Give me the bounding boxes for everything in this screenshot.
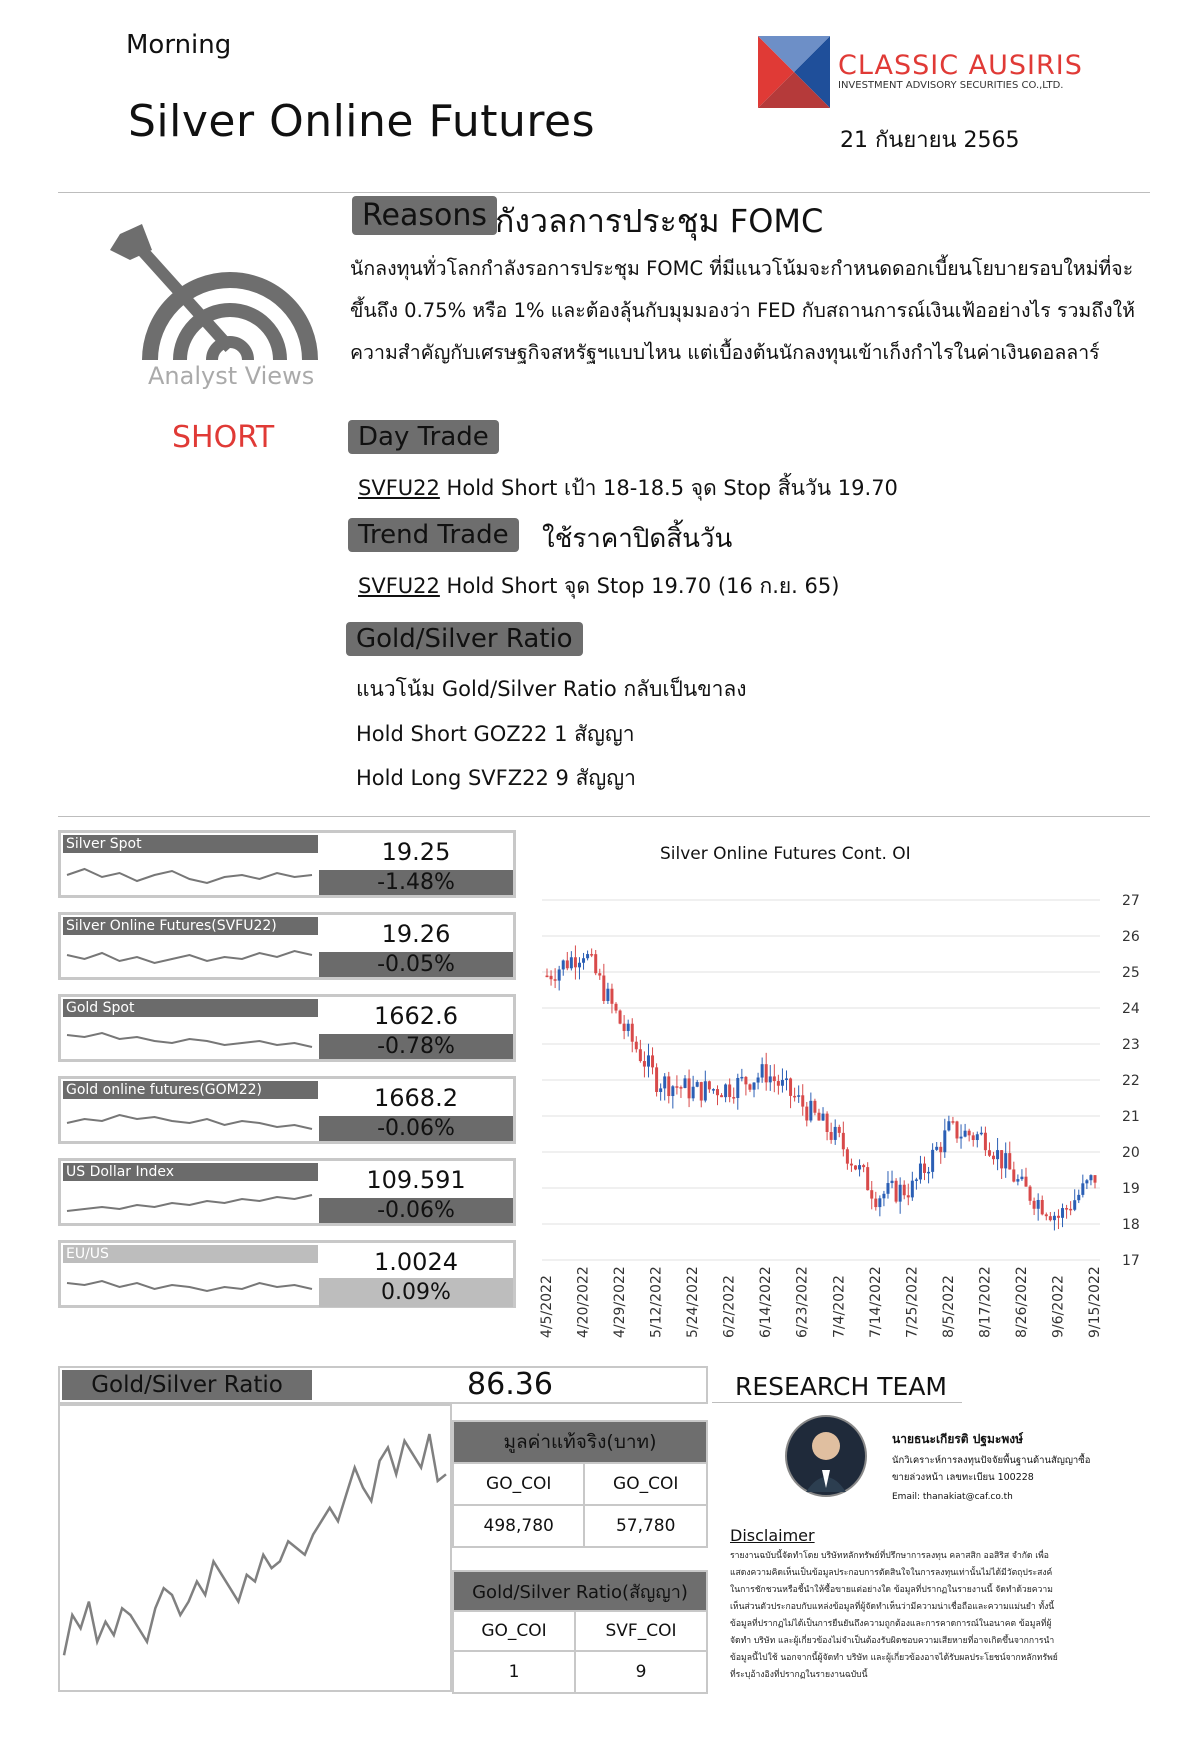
candle-body [574,957,577,967]
candle-body [980,1133,983,1135]
ticker-card [58,1158,516,1226]
candle-body [667,1076,670,1096]
candle-body [728,1084,731,1097]
real-value-table [452,1420,708,1548]
x-tick-label: 5/12/2022 [648,1266,665,1338]
candle-body [923,1164,926,1173]
ticker-price: 1668.2 [374,1084,458,1112]
analyst-view-signal: SHORT [172,420,275,455]
candle-body [643,1061,646,1067]
candle-body [684,1078,687,1088]
candle-body [777,1081,780,1086]
ticker-sparkline [63,1101,318,1139]
candle-body [1065,1208,1068,1210]
x-tick-label: 5/24/2022 [685,1266,702,1338]
ticker-price: 19.26 [381,920,451,948]
candle-body [619,1011,622,1024]
reasons-label: Reasons [352,196,497,235]
candle-body [1049,1216,1052,1220]
candle-body [1037,1200,1040,1209]
candle-body [598,973,601,975]
candle-body [651,1055,654,1067]
chart-title: Silver Online Futures Cont. OI [660,844,911,864]
candle-body [797,1095,800,1097]
candle-body [939,1147,942,1152]
ticker-change: -0.05% [319,952,513,977]
candle-body [1089,1175,1092,1180]
candle-body [700,1082,703,1100]
candle-body [724,1084,727,1097]
candle-body [899,1185,902,1202]
candle-body [688,1078,691,1098]
ratio-chart-frame [59,1405,451,1691]
candle-body [886,1183,889,1194]
candle-body [647,1055,650,1066]
gs-ratio-line-chart [58,1404,452,1692]
candle-body [1008,1153,1011,1169]
y-tick-label: 24 [1122,1001,1140,1017]
ticker-label: Silver Online Futures(SVFU22) [63,917,318,935]
candle-body [984,1133,987,1150]
candle-body [1000,1150,1003,1168]
candle-body [765,1064,768,1082]
trend-trade-text: Hold Short จุด Stop 19.70 (16 ก.ย. 65) [439,574,840,598]
ticker-price: 1.0024 [374,1248,458,1276]
candle-body [1020,1177,1023,1179]
y-tick-label: 25 [1122,965,1140,981]
analyst-target-icon [100,220,320,370]
ratio-series-line [64,1434,446,1655]
candle-body [610,989,613,1004]
candle-body [907,1195,910,1197]
candle-body [850,1164,853,1166]
table-cell: 498,780 [453,1505,584,1547]
candle-body [854,1165,857,1169]
header-divider [58,192,1150,193]
candle-body [773,1076,776,1081]
candle-body [878,1198,881,1207]
research-underline [712,1402,962,1403]
candle-body [781,1080,784,1086]
candle-body [1041,1200,1044,1214]
candle-body [1073,1200,1076,1210]
candle-body [915,1179,918,1181]
candle-body [805,1107,808,1121]
gs-ratio-label: Gold/Silver Ratio [346,622,583,656]
candle-body [582,958,585,963]
x-tick-label: 9/15/2022 [1087,1266,1103,1338]
ticker-card [58,1076,516,1144]
ticker-price: 19.25 [381,838,451,866]
x-tick-label: 4/5/2022 [539,1275,555,1338]
candle-body [679,1087,682,1089]
candle-body [911,1181,914,1198]
candle-body [757,1078,760,1083]
x-tick-label: 8/5/2022 [940,1275,957,1338]
ratio-header-label: Gold/Silver Ratio [62,1370,312,1400]
day-trade-signal [358,472,898,505]
candle-body [1045,1214,1048,1216]
candle-body [858,1165,861,1169]
x-tick-label: 6/14/2022 [758,1266,775,1338]
candle-body [830,1132,833,1140]
ticker-card [58,1240,516,1308]
x-tick-label: 4/29/2022 [612,1266,629,1338]
candle-body [696,1082,699,1087]
candle-body [947,1121,950,1130]
research-team-title: RESEARCH TEAM [735,1372,947,1401]
x-tick-label: 4/20/2022 [575,1266,592,1338]
disclaimer-text: รายงานฉบับนี้จัดทำโดย บริษัทหลักทรัพย์ที่ปรึกษาการลงทุน คลาสสิก ออสิริส จำกัด เพื่อแสดงความคิดเห็นเป็นข้อมูลประกอบการตัดสินใจในการลงทุนเท่านั้นไม่ได้มีวัตถุประสงค์ในการชักชวนหรือชี้นำให้ซื้อขายแต่อย่างใด ข้อมูลที่ปรากฏในรายงานนี้ จัดทำด้วยความเห็นส่วนตัวประกอบกับแหล่งข้อมูลที่ผู้จัดทำเห็นว่ามีความน่าเชื่อถือและความแม่นยำ ทั้งนี้ข้อมูลที่ปรากฏไม่ได้เป็นการยืนยันถึงความถูกต้องและการคาดการณ์ในอนาคต ข้อมูลที่ผู้จัดทำ บริษัท และผู้เกี่ยวข้องไม่จำเป็นต้องรับผิดชอบความเสียหายที่อาจเกิดขึ้นจากการนำข้อมูลนี้ไปใช้ นอกจากนี้ผู้จัดทำ บริษัท และผู้เกี่ยวข้องอาจได้รับผลประโยชน์จากหลักทรัพย์ที่ระบุอ้างอิงที่ปรากฏในรายงานฉบับนี้ [730,1551,1058,1680]
candle-body [554,979,557,981]
ticker-change: -1.48% [319,870,513,895]
candle-body [801,1095,804,1106]
ticker-card [58,994,516,1062]
x-tick-label: 7/4/2022 [831,1275,848,1338]
x-tick-label: 6/2/2022 [721,1275,738,1338]
gs-ratio-line: แนวโน้ม Gold/Silver Ratio กลับเป็นขาลง [356,677,747,701]
analyst-email: Email: thanakiat@caf.co.th [892,1492,1013,1502]
y-tick-label: 26 [1122,929,1140,945]
candle-body [753,1083,756,1090]
candle-body [903,1185,906,1195]
contract-table [452,1570,708,1694]
candle-body [708,1081,711,1089]
candle-body [960,1137,963,1139]
x-tick-label: 9/6/2022 [1050,1275,1067,1338]
trend-trade-symbol: SVFU22 [358,574,440,598]
candle-body [546,976,549,978]
candle-body [822,1114,825,1121]
section-divider [58,816,1150,817]
candle-body [623,1024,626,1031]
candle-body [550,976,553,979]
gs-ratio-line: Hold Short GOZ22 1 สัญญา [356,722,635,746]
gs-ratio-line: Hold Long SVFZ22 9 สัญญา [356,766,636,790]
candle-body [866,1167,869,1190]
x-tick-label: 7/25/2022 [904,1266,921,1338]
candle-body [720,1095,723,1097]
y-tick-label: 19 [1122,1181,1140,1197]
candle-body [842,1133,845,1149]
candle-body [602,976,605,1001]
oi-candlestick-chart [530,880,1150,1340]
candle-body [1069,1209,1072,1211]
candle-body [736,1078,739,1098]
candle-body [785,1078,788,1080]
candle-body [578,963,581,968]
reasons-headline: กังวลการประชุม FOMC [495,202,824,240]
ratio-header-value: 86.36 [467,1367,553,1402]
ticker-change: -0.06% [319,1116,513,1141]
candle-body [1012,1169,1015,1181]
x-tick-label: 8/17/2022 [977,1266,994,1338]
candle-body [955,1121,958,1138]
candle-body [740,1077,743,1079]
x-tick-label: 8/26/2022 [1013,1266,1030,1338]
analyst-role: นักวิเคราะห์การลงทุนปัจจัยพื้นฐานด้านสัญญาซื้อขายล่วงหน้า เลขทะเบียน 100228 [892,1455,1091,1483]
x-tick-label: 6/23/2022 [794,1266,811,1338]
ticker-card [58,830,516,898]
ticker-label: Gold Spot [63,999,318,1017]
y-tick-label: 20 [1122,1145,1140,1161]
candle-body [919,1164,922,1180]
ticker-change: -0.06% [319,1198,513,1223]
ticker-change: -0.78% [319,1034,513,1059]
ticker-change: 0.09% [319,1278,513,1307]
report-date: 21 กันยายน 2565 [840,128,1020,153]
trend-trade-signal [358,570,839,603]
analyst-avatar [784,1414,868,1498]
table-cell: 9 [575,1651,707,1693]
candle-body [1016,1179,1019,1181]
candle-body [663,1076,666,1088]
candle-body [732,1097,735,1099]
candle-body [1077,1195,1080,1200]
candle-body [931,1150,934,1172]
candle-body [562,960,565,969]
y-tick-label: 22 [1122,1073,1140,1089]
candle-body [793,1096,796,1098]
candle-body [570,957,573,968]
y-tick-label: 21 [1122,1109,1140,1125]
day-trade-symbol: SVFU22 [358,476,440,500]
candle-body [671,1086,674,1096]
candle-body [988,1150,991,1156]
candle-body [951,1121,954,1123]
trend-trade-label: Trend Trade [348,518,519,552]
candle-body [972,1135,975,1140]
candle-body [1057,1216,1060,1218]
ticker-card [58,912,516,980]
candle-body [870,1190,873,1198]
candle-body [639,1049,642,1061]
candle-body [895,1181,898,1202]
candle-body [996,1150,999,1159]
real-value-header: มูลค่าแท้จริง(บาท) [453,1421,707,1463]
disclaimer-title: Disclaimer [730,1526,815,1545]
reasons-body: นักลงทุนทั่วโลกกำลังรอการประชุม FOMC ที่มีแนวโน้มจะกำหนดดอกเบี้ยนโยบายรอบใหม่ที่จะขึ้นถึง 0.75% หรือ 1% และต้องลุ้นกับมุมมองว่า FED กับสถานการณ์เงินเฟ้ออย่างไร รวมถึงให้ความสำคัญกับเศรษฐกิจสหรัฐฯแบบไหน แต่เบื้องต้นนักลงทุนเข้าเก็งกำไรในค่าเงินดอลลาร์ [350,257,1135,364]
x-tick-label: 7/14/2022 [867,1266,884,1338]
candle-body [891,1181,894,1183]
day-trade-text: Hold Short เป้า 18-18.5 จุด Stop สิ้นวัน 19.70 [439,476,898,500]
ticker-label: EU/US [63,1245,318,1263]
page-title: Silver Online Futures [128,96,596,147]
brand-logo-icon [758,36,830,108]
candle-body [1029,1187,1032,1201]
table-cell: 57,780 [584,1505,707,1547]
ratio-header-box [58,1366,708,1404]
candle-body [846,1149,849,1163]
candle-body [1094,1175,1097,1183]
y-tick-label: 23 [1122,1037,1140,1053]
candle-body [692,1087,695,1099]
table-col-header: GO_COI [453,1463,584,1505]
candle-body [826,1114,829,1132]
candle-body [834,1127,837,1140]
ticker-label: Gold online futures(GOM22) [63,1081,318,1099]
candle-body [558,969,561,980]
candle-body [1053,1216,1056,1220]
ticker-price: 109.591 [366,1166,466,1194]
candle-body [659,1088,662,1092]
y-tick-label: 27 [1122,893,1140,909]
candle-body [1081,1183,1084,1195]
ticker-sparkline [63,1183,318,1221]
ticker-label: Silver Spot [63,835,318,853]
table-col-header: GO_COI [453,1611,575,1651]
candle-body [927,1172,930,1174]
report-edition: Morning [126,30,232,60]
table-col-header: SVF_COI [575,1611,707,1651]
candle-body [789,1078,792,1095]
day-trade-label: Day Trade [348,420,499,454]
candle-body [769,1076,772,1082]
candle-body [1033,1201,1036,1209]
candle-body [704,1081,707,1100]
candle-body [615,1004,618,1011]
candle-body [976,1134,979,1140]
y-tick-label: 17 [1122,1253,1140,1269]
candle-body [838,1127,841,1133]
brand-subtitle: INVESTMENT ADVISORY SECURITIES CO.,LTD. [838,80,1064,91]
candle-body [992,1156,995,1159]
brand-name: CLASSIC AUSIRIS [838,50,1083,81]
candle-body [566,960,569,968]
candle-body [675,1086,678,1088]
ticker-price: 1662.6 [374,1002,458,1030]
candle-body [712,1089,715,1091]
candle-body [590,954,593,956]
trend-trade-note: ใช้ราคาปิดสิ้นวัน [542,524,733,554]
ticker-label: US Dollar Index [63,1163,318,1181]
candle-body [862,1165,865,1167]
candle-body [817,1113,820,1121]
candle-body [964,1131,967,1137]
candle-body [809,1101,812,1121]
y-tick-label: 18 [1122,1217,1140,1233]
candle-body [631,1024,634,1042]
candle-body [935,1147,938,1150]
candle-body [882,1194,885,1199]
ticker-sparkline [63,937,318,975]
candle-body [1024,1177,1027,1187]
analyst-views-label: Analyst Views [148,362,315,390]
contract-header: Gold/Silver Ratio(สัญญา) [453,1571,707,1611]
candle-body [635,1042,638,1050]
candle-body [748,1084,751,1089]
candle-body [968,1131,971,1136]
candle-body [1004,1153,1007,1168]
candle-body [761,1064,764,1077]
ticker-sparkline [63,1265,318,1303]
table-col-header: GO_COI [584,1463,707,1505]
candle-body [594,954,597,973]
candle-body [606,989,609,1001]
table-cell: 1 [453,1651,575,1693]
candle-body [1085,1180,1088,1183]
candle-body [943,1130,946,1152]
candle-body [627,1024,630,1031]
candle-body [874,1199,877,1207]
ticker-sparkline [63,1019,318,1057]
candle-body [1061,1208,1064,1218]
candle-body [586,954,589,958]
candle-body [716,1089,719,1095]
candle-body [744,1077,747,1084]
candle-body [655,1067,658,1092]
ticker-sparkline [63,855,318,893]
candle-body [813,1101,816,1113]
analyst-name: นายธนะเกียรติ ปฐมะพงษ์ [892,1432,1024,1446]
